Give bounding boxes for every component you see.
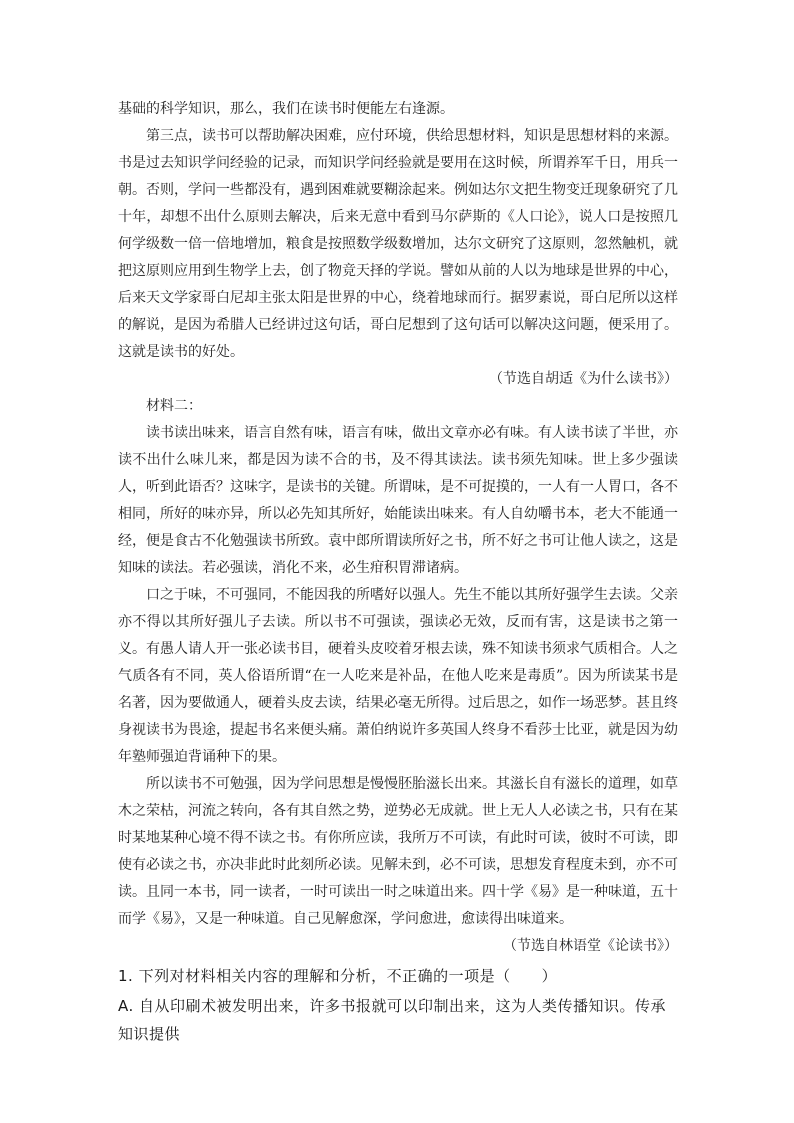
source-citation: （节选自林语堂《论读书》） — [503, 938, 678, 954]
document-page — [118, 96, 678, 1048]
passage-paragraph: 所以读书不可勉强，因为学问思想是慢慢胚胎滋长出来。其滋长自有滋长的道理，如草木之荣枯，河流之转向，各有其自然之势，逆势必无成就。世上无人人必读之书，只有在某时某地某种心境不得不读之书。有你所应读，我所万不可读，有此时可读，彼时不可读，即使有必读之书，亦决非此时此刻所必读。见解未到，必不可读，思想发育程度未到，亦不可读。且同一本书，同一读者，一时可读出一时之味道出来。四十学《易》是一种味道，五十而学《易》，又是一种味道。自己见解愈深，学问愈进，愈读得出味道来。 — [118, 776, 678, 927]
passage-paragraph: 读书读出味来，语言自然有味，语言有味，做出文章亦必有味。有人读书读了半世，亦读不出什么味儿来，都是因为读不合的书，及不得其读法。读书须先知味。世上多少强读人，听到此语否？这味字，是读书的关键。所谓味，是不可捉摸的，一人有一人胃口，各不相同，所好的味亦异，所以必先知其所好，始能读出味来。有人自幼嚼书本，老大不能通一经，便是食古不化勉强读书所致。袁中郎所谓读所好之书，所不好之书可让他人读之，这是知味的读法。若必强读，消化不来，必生疳积胃滞诸病。 — [118, 425, 678, 576]
passage-paragraph: 第三点，读书可以帮助解决困难，应付环境，供给思想材料，知识是思想材料的来源。书是过去知识学问经验的记录，而知识学问经验就是要用在这时候，所谓养军千日，用兵一朝。否则，学问一些都没有，遇到困难就要糊涂起来。例如达尔文把生物变迁现象研究了几十年，却想不出什么原则去解决，后来无意中看到马尔萨斯的《人口论》，说人口是按照几何学级数一倍一倍地增加，粮食是按照数学级数增加，达尔文研究了这原则，忽然触机，就把这原则应用到生物学上去，创了物竞天择的学说。譬如从前的人以为地球是世界的中心，后来天文学家哥白尼却主张太阳是世界的中心，绕着地球而行。据罗素说，哥白尼所以这样的解说，是因为希腊人已经讲过这句话，哥白尼想到了这句话可以解决这问题，便采用了。这就是读书的好处。 — [118, 128, 678, 360]
material-label: 材料二： — [146, 398, 202, 414]
question-stem: 1. 下列对材料相关内容的理解和分析，不正确的一项是（ ） — [118, 967, 558, 985]
passage-paragraph: 口之于味，不可强同，不能因我的所嗜好以强人。先生不能以其所好强学生去读。父亲亦不得以其所好强儿子去读。所以书不可强读，强读必无效，反而有害，这是读书之第一义。有愚人请人开一张必读书目，硬着头皮咬着牙根去读，殊不知读书须求气质相合。人之气质各有不同，英人俗语所谓“在一人吃来是补品，在他人吃来是毒质”。因为所读某书是名著，因为要做通人，硬着头皮去读，结果必毫无所得。过后思之，如作一场恶梦。甚且终身视读书为畏途，提起书名来便头痛。萧伯纳说许多英国人终身不看莎士比亚，就是因为幼年塾师强迫背诵种下的果。 — [118, 587, 678, 765]
answer-option-a: A. 自从印刷术被发明出来，许多书报就可以印制出来，这为人类传播知识。传承知识提供 — [118, 997, 667, 1043]
source-citation: （节选自胡适《为什么读书》） — [489, 371, 678, 387]
passage-paragraph: 基础的科学知识，那么，我们在读书时便能左右逢源。 — [118, 101, 454, 117]
